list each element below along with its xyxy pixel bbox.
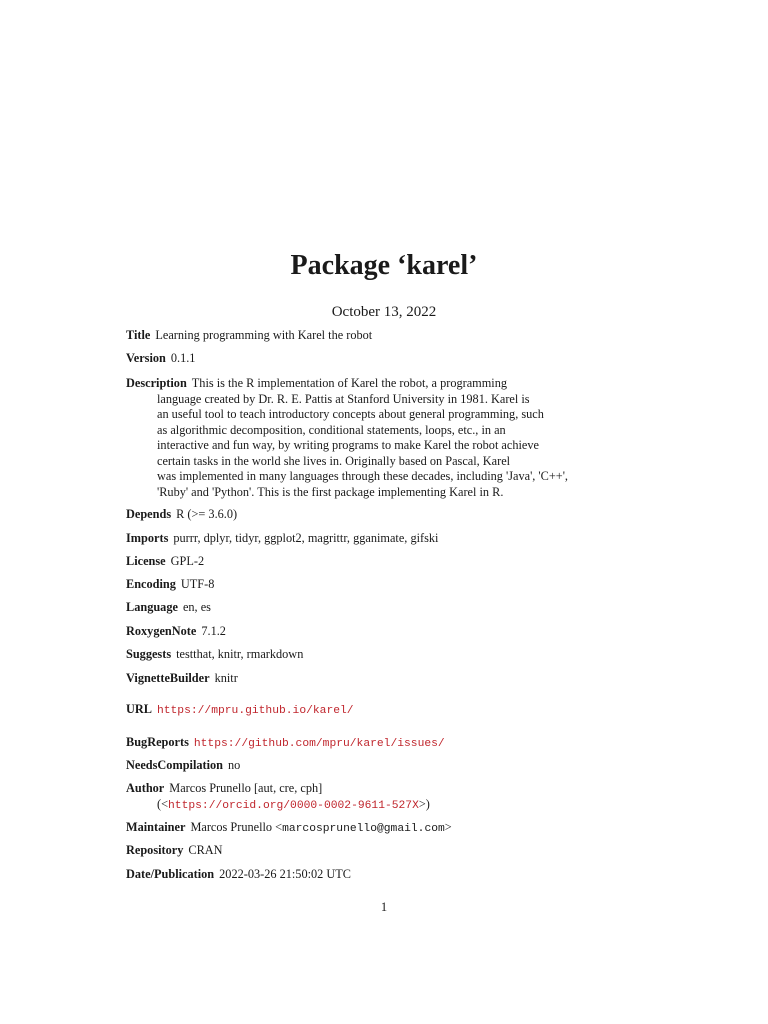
field-label: Maintainer [126,820,186,834]
field-description [126,376,596,500]
field-needscompilation [126,758,596,774]
field-datepublication [126,867,596,883]
bugreports-link[interactable]: https://github.com/mpru/karel/issues/ [193,738,445,750]
url-link[interactable]: https://mpru.github.io/karel/ [156,705,354,717]
orcid-close: >) [418,796,430,811]
field-vignettebuilder [126,671,596,687]
field-label: Description [126,376,187,390]
description-line: language created by Dr. R. E. Pattis at Stanford University in 1981. Karel is [157,391,530,406]
field-label: Language [126,600,178,614]
field-title [126,328,596,344]
field-author [126,781,596,814]
page-title: Package ‘karel’ [290,250,478,281]
field-value: GPL-2 [170,554,205,568]
field-language [126,600,596,616]
description-line: 'Ruby' and 'Python'. This is the first package implementing Karel in R. [157,484,504,499]
field-encoding [126,577,596,593]
field-license [126,554,596,570]
field-label: Title [126,328,151,342]
field-value: R (>= 3.6.0) [176,507,238,521]
field-suggests [126,647,596,663]
author-orcid-line [126,797,596,815]
description-line: was implemented in many languages through these decades, including 'Java', 'C++', [157,469,569,483]
field-value: CRAN [188,843,223,857]
field-label: Imports [126,531,169,545]
description-line: interactive and fun way, by writing programs to make Karel the robot achieve [157,438,539,452]
field-value: testthat, knitr, rmarkdown [176,647,304,661]
field-version [126,351,596,367]
field-value: no [228,758,241,772]
field-label: Repository [126,843,184,857]
maintainer-close: > [444,820,452,834]
field-label: Version [126,351,166,365]
field-depends [126,507,596,523]
field-value: 0.1.1 [170,351,196,365]
field-label: RoxygenNote [126,624,197,638]
field-value: en, es [182,600,211,614]
field-label: URL [126,702,152,716]
field-label: NeedsCompilation [126,758,224,772]
package-date: October 13, 2022 [331,304,437,320]
field-label: BugReports [126,735,189,749]
field-roxygennote [126,624,596,640]
orcid-link[interactable]: https://orcid.org/0000-0002-9611-527X [168,799,419,812]
field-value: UTF-8 [180,577,215,591]
field-imports [126,531,596,547]
field-repository [126,843,596,859]
description-line: an useful tool to teach introductory concepts about general programming, such [157,407,544,421]
field-label: License [126,554,166,568]
field-label: Depends [126,507,172,521]
page-number: 1 [380,900,388,914]
field-value: Marcos Prunello [aut, cre, cph] [169,781,323,795]
field-label: Author [126,781,165,795]
description-line: This is the R implementation of Karel the robot, a programming [191,376,508,390]
orcid-open: (< [157,796,169,811]
field-value: 2022-03-26 21:50:02 UTC [219,867,351,881]
field-value: Marcos Prunello < [190,820,283,834]
field-label: Encoding [126,577,176,591]
field-bugreports [126,735,596,753]
field-url [126,702,596,720]
field-maintainer [126,820,596,838]
field-value: Learning programming with Karel the robot [155,328,373,342]
field-value: purrr, dplyr, tidyr, ggplot2, magrittr, gganimate, gifski [173,531,439,545]
field-label: VignetteBuilder [126,671,210,685]
maintainer-email: marcosprunello@gmail.com [282,823,445,835]
field-label: Date/Publication [126,867,215,881]
field-label: Suggests [126,647,172,661]
field-value: 7.1.2 [201,624,226,638]
field-value: knitr [214,671,238,685]
description-line: as algorithmic decomposition, conditional statements, loops, etc., in an [157,422,506,437]
description-line: certain tasks in the world she lives in. Originally based on Pascal, Karel [157,453,511,468]
